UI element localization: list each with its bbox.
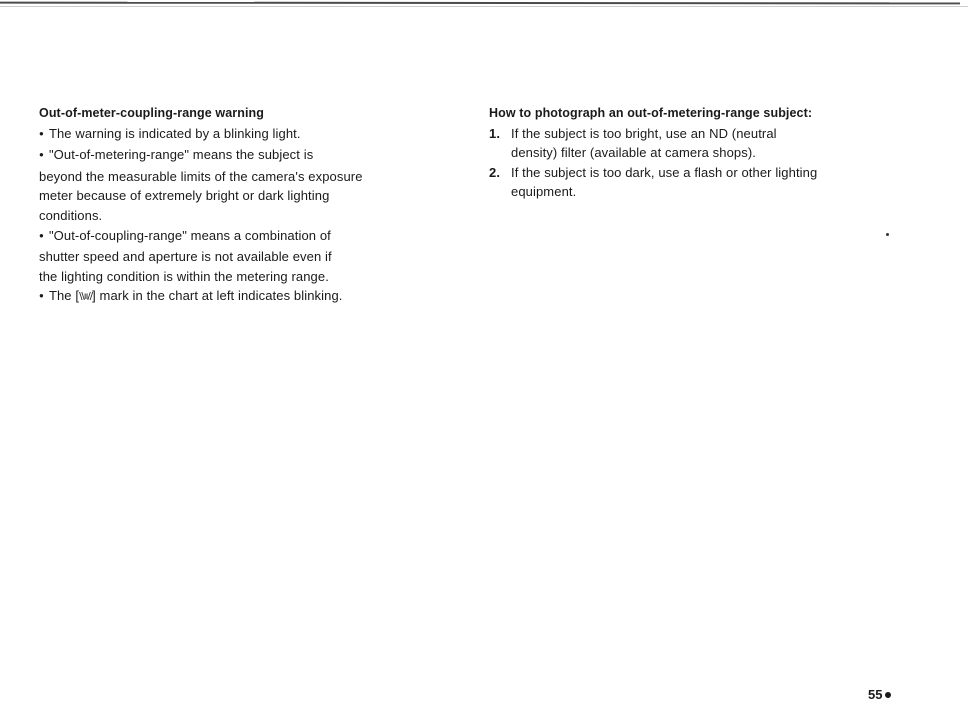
item-text (511, 124, 909, 163)
numbered-item-1 (489, 124, 909, 163)
item-line: If the subject is too bright, use an ND (neutral (511, 125, 777, 141)
bullet-out-of-coupling-range (39, 226, 459, 287)
bullet4-prefix: The [ (48, 288, 80, 304)
bullet3-line: ● "Out-of-coupling-range" means a combination of (39, 226, 459, 248)
page-number (868, 687, 891, 702)
top-border-line (0, 2, 960, 5)
bullet2-line: beyond the measurable limits of the camera's exposure (39, 168, 363, 184)
top-border-shadow-line (0, 6, 968, 7)
item-line: density) filter (available at camera shops). (511, 145, 757, 161)
bullet2-line: meter because of extremely bright or dark lighting (39, 188, 330, 204)
numbered-item-2 (489, 163, 909, 202)
item-number: 1. (489, 125, 501, 141)
left-column (39, 104, 459, 308)
right-heading: How to photograph an out-of-metering-range subject: (489, 106, 813, 120)
stray-dot (886, 233, 889, 236)
bullet-blink-mark-note (39, 286, 459, 308)
blink-mark-icon: \\ıı// (79, 291, 93, 303)
item-line: equipment. (511, 184, 577, 200)
bullet2-line: conditions. (39, 207, 103, 223)
bullet3-line: the lighting condition is within the metering range. (39, 268, 329, 284)
page-number-text: 55 (868, 687, 883, 702)
item-line: If the subject is too dark, use a flash or other lighting (511, 164, 818, 180)
page-bullet-dot (885, 692, 891, 698)
bullet3-line: shutter speed and aperture is not available even if (39, 249, 332, 265)
bullet4-suffix: ] mark in the chart at left indicates blinking. (92, 288, 343, 304)
bullet-warning-blinking: ● The warning is indicated by a blinking light. (39, 124, 459, 146)
bullet2-line: ● "Out-of-metering-range" means the subject is (39, 145, 459, 167)
item-text (511, 163, 909, 202)
right-column (489, 104, 909, 202)
bullet-out-of-metering-range (39, 145, 459, 225)
item-number: 2. (489, 164, 501, 180)
left-heading: Out-of-meter-coupling-range warning (39, 106, 265, 120)
